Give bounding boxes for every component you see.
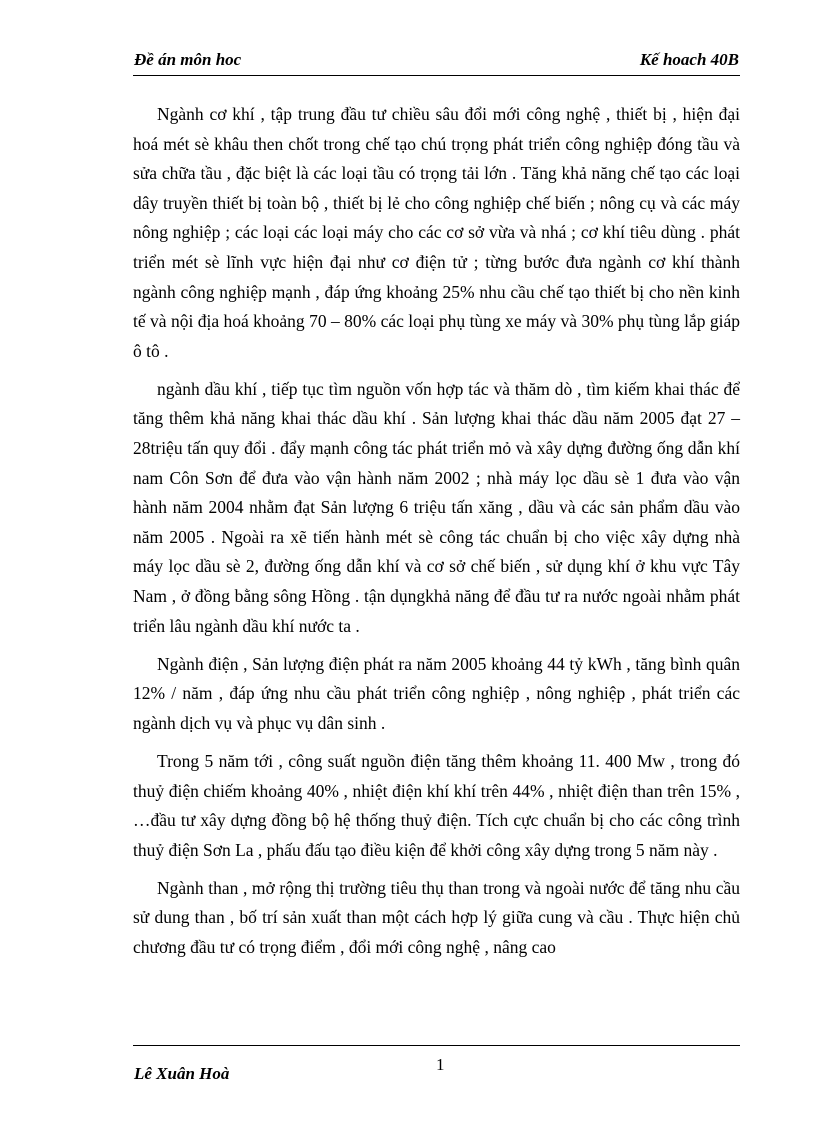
document-body [133, 100, 740, 963]
footer-author: Lê Xuân Hoà [134, 1064, 230, 1083]
paragraph-oil-gas: ngành dầu khí , tiếp tục tìm nguồn vốn hợp tác và thăm dò , tìm kiếm khai thác để tăng thêm khả năng khai thác dầu khí . Sản lượng khai thác dầu năm 2005 đạt 27 – 28triệu tấn quy đổi . đẩy mạnh công tác phát triển mỏ và xây dựng đường ống dẫn khí nam Côn Sơn để đưa vào vận hành năm 2002 ; nhà máy lọc dầu sè 1 đưa vào vận hành năm 2004 nhằm đạt Sản lượng 6 triệu tấn xăng , dầu và các sản phẩm dầu vào năm 2005 . Ngoài ra xẽ tiến hành mét sè công tác chuẩn bị cho việc xây dựng nhà máy lọc dầu sè 2, đường ống dẫn khí và cơ sở chế biến , sử dụng khí ở khu vực Tây Nam , ở đồng bằng sông Hồng . tận dụngkhả năng để đầu tư ra nước ngoài nhằm phát triển lâu ngành dầu khí nước ta . [133, 378, 740, 636]
paragraph-power-capacity: Trong 5 năm tới , công suất nguồn điện tăng thêm khoảng 11. 400 Mw , trong đó thuỷ điện chiếm khoảng 40% , nhiệt điện khí khí trên 44% , nhiệt điện than trên 15% , …đầu tư xây dựng đồng bộ hệ thống thuỷ điện. Tích cực chuẩn bị cho các công trình thuỷ điện Sơn La , phấu đấu tạo điều kiện để khởi công xây dựng trong 5 năm này . [133, 750, 740, 860]
paragraph-coal: Ngành than , mở rộng thị trường tiêu thụ than trong và ngoài nước để tăng nhu cầu sử dung than , bố trí sản xuất than một cách hợp lý giữa cung và cầu . Thực hiện chủ chương đầu tư có trọng điểm , đổi mới công nghệ , nâng cao [133, 877, 740, 958]
footer-divider [133, 1045, 740, 1046]
header-class-name: Kế hoach 40B [639, 50, 739, 69]
page-number: 1 [436, 1055, 445, 1074]
paragraph-electricity: Ngành điện , Sản lượng điện phát ra năm 2005 khoảng 44 tỷ kWh , tăng bình quân 12% / năm , đáp ứng nhu cầu phát triển công nghiệp , nông nghiệp , phát triển các ngành dịch vụ và phục vụ dân sinh . [133, 653, 740, 733]
header-document-title: Đề án môn hoc [134, 50, 242, 69]
paragraph-mechanical-industry: Ngành cơ khí , tập trung đầu tư chiều sâu đổi mới công nghệ , thiết bị , hiện đại hoá mét sè khâu then chốt trong chế tạo chú trọng phát triển công nghiệp đóng tầu và sửa chữa tầu , đặc biệt là các loại tầu có trọng tải lớn . Tăng khả năng chế tạo các loại dây truyền thiết bị toàn bộ , thiết bị lẻ cho công nghiệp chế biến ; nông cụ và các máy nông nghiệp ; các loại các loại máy cho các cơ sở vừa và nhá ; cơ khí tiêu dùng . phát triển mét sè lĩnh vực hiện đại như cơ điện tử ; từng bước đưa ngành cơ khí thành ngành công nghiệp mạnh , đáp ứng khoảng 25% nhu cầu chế tạo thiết bị cho nền kinh tế và nội địa hoá khoảng 70 – 80% các loại phụ tùng xe máy và 30% phụ tùng lắp giáp ô tô . [133, 104, 740, 361]
header-divider [133, 75, 740, 76]
